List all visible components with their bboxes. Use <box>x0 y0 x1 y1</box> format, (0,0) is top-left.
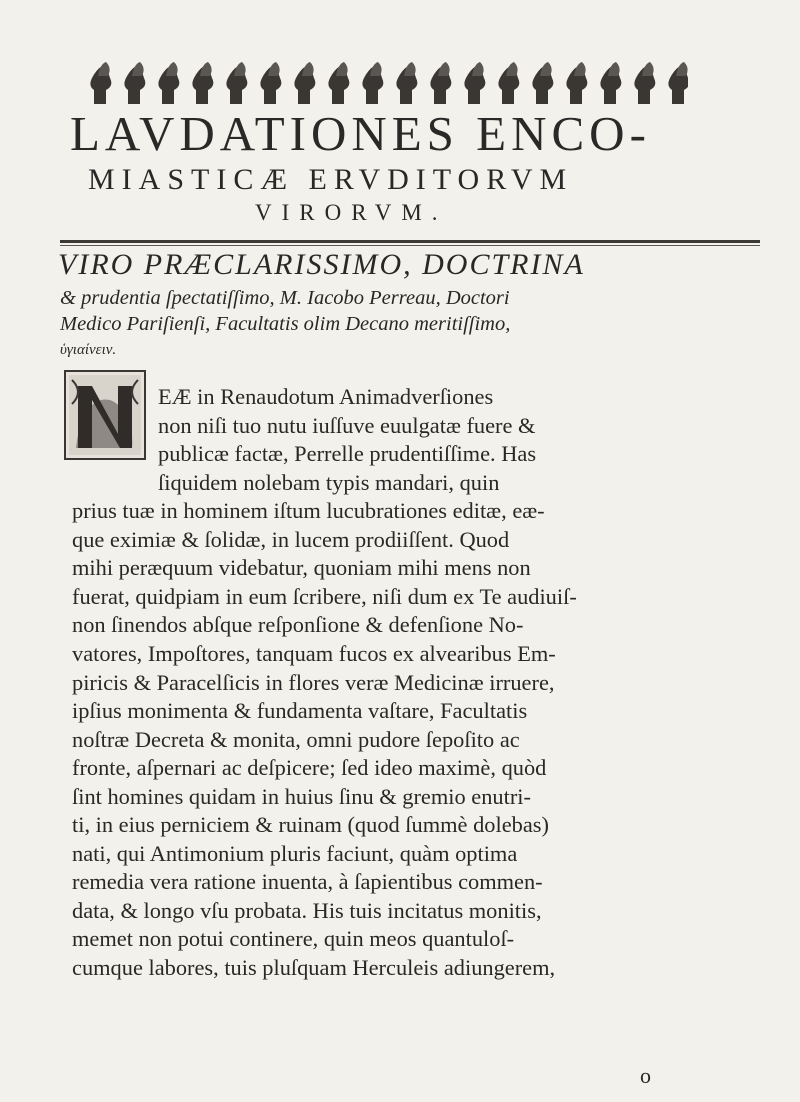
ornament-motif <box>362 62 383 104</box>
ornament-motif <box>158 62 179 104</box>
body-line: memet non potui continere, quin meos quantuloſ- <box>72 926 515 952</box>
dedication-heading: VIRO PRÆCLARISSIMO, DOCTRINA <box>58 248 585 281</box>
ornament-motif <box>260 62 281 104</box>
title-line-1: LAVDATIONES ENCO- <box>70 106 651 161</box>
body-line: vatores, Impoſtores, tanquam fucos ex alvearibus Em- <box>72 640 556 666</box>
ornament-motif <box>192 62 213 104</box>
ornament-motif <box>226 62 247 104</box>
divider-rule-thin <box>60 245 760 246</box>
decorated-initial <box>64 370 146 460</box>
dedication-line-2: Medico Pariſienſi, Facultatis olim Decano meritiſſimo, <box>60 313 511 335</box>
ornament-motif <box>634 62 655 104</box>
divider-rule <box>60 240 760 243</box>
ornament-motif <box>498 62 519 104</box>
body-line: noſtræ Decreta & monita, omni pudore ſepoſito ac <box>72 726 520 752</box>
dedication-greeting: ὑγιαίνειν. <box>60 342 117 358</box>
body-line: prius tuæ in hominem iſtum lucubrationes editæ, eæ- <box>72 498 545 524</box>
body-line: piricis & Paracelſicis in flores veræ Medicinæ irruere, <box>72 669 555 695</box>
body-line: non ſinendos abſque reſponſione & defenſione No- <box>72 612 524 638</box>
ornament-motif <box>124 62 145 104</box>
body-line: ſint homines quidam in huius ſinu & gremio enutri- <box>72 783 531 809</box>
ornament-motif <box>668 62 688 104</box>
ornament-motif <box>566 62 587 104</box>
ornament-motif <box>532 62 553 104</box>
ornament-motif <box>90 62 111 104</box>
body-line: ti, in eius perniciem & ruinam (quod ſummè dolebas) <box>72 812 549 838</box>
body-line: non niſi tuo nutu iuſſuve euulgatæ fuere & <box>158 412 536 438</box>
body-line: que eximiæ & ſolidæ, in lucem prodiiſſent. Quod <box>72 526 510 552</box>
body-line: fuerat, quidpiam in eum ſcribere, niſi dum ex Te audiuiſ- <box>72 583 577 609</box>
body-line: EÆ in Renaudotum Animadverſiones <box>158 384 494 409</box>
ornament-motif <box>430 62 451 104</box>
body-line: ipſius monimenta & fundamenta vaſtare, Facultatis <box>72 698 528 724</box>
ornament-motif <box>294 62 315 104</box>
ornament-motif <box>396 62 417 104</box>
body-line: nati, qui Antimonium pluris faciunt, quàm optima <box>72 840 518 866</box>
body-line: fronte, aſpernari ac deſpicere; ſed ideo maximè, quòd <box>72 755 547 781</box>
body-line: cumque labores, tuis pluſquam Herculeis adiungerem, <box>72 955 556 980</box>
ornament-motif <box>600 62 621 104</box>
body-line: publicæ factæ, Perrelle prudentiſſime. Has <box>158 441 537 467</box>
ornament-motif <box>464 62 485 104</box>
ornament-band <box>84 60 688 106</box>
body-line: ſiquidem nolebam typis mandari, quin <box>158 469 500 495</box>
title-line-2: MIASTICÆ ERVDITORVM <box>88 163 574 196</box>
dedication-line-1: & prudentia ſpectatiſſimo, M. Iacobo Perreau, Doctori <box>60 287 510 309</box>
body-line: remedia vera ratione inuenta, à ſapientibus commen- <box>72 869 543 895</box>
catchword: o <box>640 1063 651 1088</box>
title-line-3: VIRORVM. <box>255 200 448 225</box>
ornament-motif <box>328 62 349 104</box>
body-line: mihi peræquum videbatur, quoniam mihi mens non <box>72 555 531 581</box>
decorated-initial-art <box>66 372 144 458</box>
body-line: data, & longo vſu probata. His tuis incitatus monitis, <box>72 897 542 923</box>
